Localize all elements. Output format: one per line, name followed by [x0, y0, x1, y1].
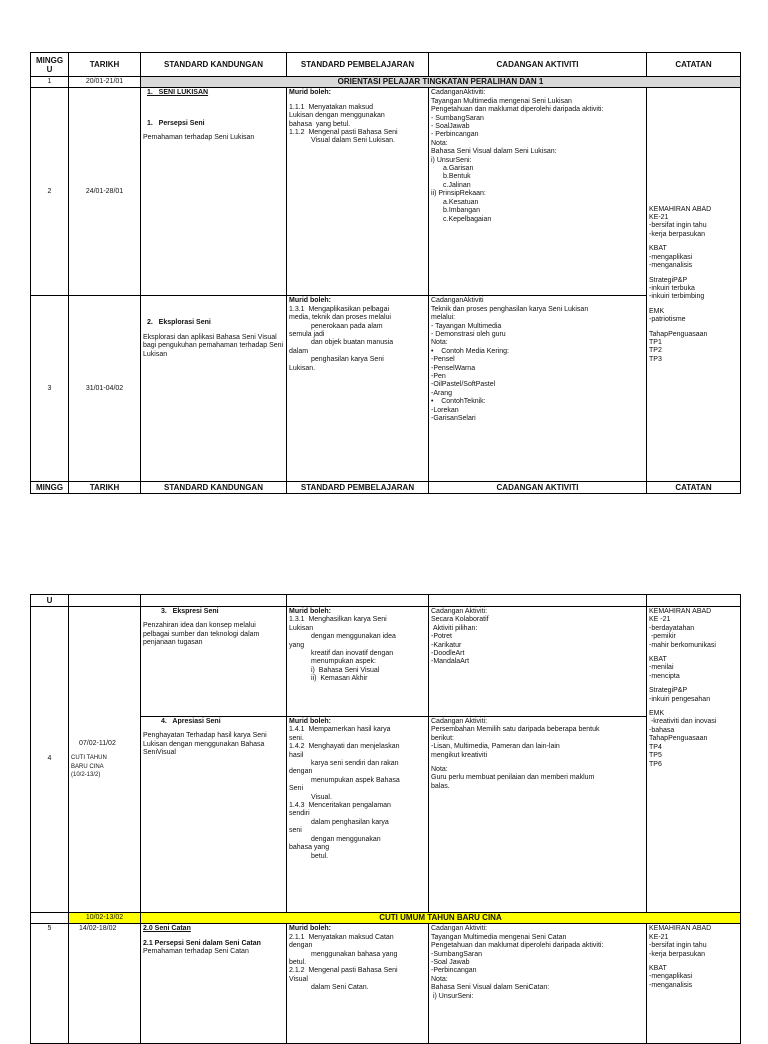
- catatan-line: -mengaplikasi: [649, 253, 693, 261]
- sp-line: 1.4.3 Menceritakan pengalaman: [289, 802, 391, 810]
- ca-line: -Lorekan: [431, 406, 459, 414]
- sp-line: sendiri: [289, 810, 310, 818]
- standard-kandungan-cell: [141, 607, 287, 717]
- ca-line: i) UnsurSeni:: [431, 156, 472, 164]
- sp-line: dengan: [289, 768, 313, 776]
- catatan-line: TP6: [649, 760, 662, 768]
- ca-line: -SumbangSaran: [431, 950, 482, 958]
- ca-line: -GarisanSelari: [431, 415, 476, 423]
- sp-line: seni.: [289, 734, 304, 742]
- sp-line: semula jadi: [289, 331, 325, 339]
- subtopic-desc: Pemahaman terhadap Seni Lukisan: [143, 134, 255, 142]
- catatan-line: -kerja berpasukan: [649, 230, 706, 238]
- catatan-line: KEMAHIRAN ABAD: [649, 608, 712, 615]
- rpt-table-page-2: [30, 594, 740, 1044]
- catatan-line: -inkuiri terbimbing: [649, 293, 705, 301]
- ca-line: Tayangan Multimedia mengenai Seni Lukisan: [431, 97, 572, 105]
- ca-line: melalui:: [431, 314, 456, 322]
- header-minggu-cont: U: [31, 595, 69, 607]
- catatan-line: -inkuiri pengesahan: [649, 695, 711, 703]
- week-3-row: [31, 296, 741, 482]
- catatan-line: StrategiP&P: [649, 687, 688, 695]
- topic-heading: 2.0 Seni Catan: [143, 925, 191, 933]
- ca-line: Bahasa Seni Visual dalam SeniCatan:: [431, 984, 550, 992]
- cadangan-aktiviti-cell: [429, 924, 647, 1044]
- sp-line: Murid boleh:: [289, 925, 331, 933]
- ca-line: - SoalJawab: [431, 123, 470, 131]
- ca-line: ii) PrinsipRekaan:: [431, 190, 486, 198]
- header-standard-kandungan: STANDARD KANDUNGAN: [141, 53, 287, 77]
- sp-line: kreatif dan inovatif dengan: [311, 650, 394, 658]
- catatan-line: EMK: [649, 710, 665, 718]
- sp-line: dengan: [289, 942, 313, 950]
- catatan-line: TP3: [649, 355, 662, 363]
- ca-line: c.Kepelbagaian: [443, 215, 492, 223]
- ca-line: - SumbangSaran: [431, 114, 484, 122]
- catatan-line: KBAT: [649, 656, 667, 664]
- ca-line: - Perbincangan: [431, 131, 479, 139]
- sp-line: Seni: [289, 785, 304, 793]
- ca-line: Aktiviti pilihan:: [431, 624, 478, 632]
- ca-line: -Soal Jawab: [431, 959, 470, 967]
- header-cadangan-aktiviti: CADANGAN AKTIVITI: [429, 53, 647, 77]
- continued-header-row: [31, 595, 741, 607]
- ca-line: -Pen: [431, 373, 446, 381]
- standard-pembelajaran-cell: [287, 607, 429, 717]
- ca-line: Guru perlu membuat penilaian dan memberi maklum: [431, 774, 595, 782]
- catatan-line: TP4: [649, 743, 662, 751]
- sp-line: Lukisan.: [289, 364, 316, 372]
- sp-line: menumpukan aspek:: [311, 658, 376, 666]
- ca-line: Tayangan Multimedia mengenai Seni Catan: [431, 933, 567, 941]
- ca-line: -Pensel: [431, 356, 455, 364]
- sp-line: 1.4.2 Menghayati dan menjelaskan: [289, 743, 400, 751]
- standard-pembelajaran-cell: [287, 88, 429, 296]
- ca-line: • Contoh Media Kering:: [431, 347, 509, 355]
- catatan-line: -bersifat ingin tahu: [649, 942, 707, 950]
- catatan-line: -kerja berpasukan: [649, 950, 706, 958]
- sp-line: Lukisan dengan menggunakan: [289, 112, 385, 120]
- ca-line: -Perbincangan: [431, 967, 477, 975]
- catatan-line: TP5: [649, 752, 662, 760]
- catatan-line: KE-21: [649, 933, 669, 941]
- subtopic-heading: 1. Persepsi Seni: [147, 119, 205, 127]
- week-date: 14/02-18/02: [69, 924, 141, 1044]
- catatan-line: TahapPenguasaan: [649, 735, 708, 743]
- sp-line: 1.3.1 Menghasilkan karya Seni: [289, 616, 387, 624]
- week-number: 4: [31, 607, 69, 913]
- week-number: 5: [31, 924, 69, 1044]
- catatan-line: TahapPenguasaan: [649, 330, 708, 338]
- standard-kandungan-cell: [141, 717, 287, 913]
- sp-line: dengan menggunakan idea: [311, 633, 396, 641]
- sp-line: 2.1.2 Mengenal pasti Bahasa Seni: [289, 967, 398, 975]
- week-5-row: [31, 924, 741, 1044]
- footer-catatan: CATATAN: [647, 482, 741, 494]
- header-catatan: CATATAN: [647, 53, 741, 77]
- ca-line: -DoodleArt: [431, 650, 465, 658]
- standard-pembelajaran-cell: [287, 296, 429, 482]
- rpt-table-2: [30, 594, 741, 1044]
- subtopic-heading: 4. Apresiasi Seni: [161, 718, 221, 725]
- ca-line: Nota:: [431, 766, 448, 774]
- sp-line: bahasa yang betul.: [289, 120, 351, 128]
- catatan-line: KEMAHIRAN ABAD: [649, 925, 712, 933]
- week-4-row-a: [31, 607, 741, 717]
- sp-line: ii) Kemasan Akhir: [311, 675, 368, 683]
- standard-pembelajaran-cell: [287, 717, 429, 913]
- subtopic-desc: Pemahaman terhadap Seni Catan: [143, 948, 249, 956]
- header-row: [31, 53, 741, 77]
- standard-kandungan-cell: [141, 924, 287, 1044]
- ca-line: -Potret: [431, 633, 453, 641]
- ca-line: b.Bentuk: [443, 173, 471, 181]
- cadangan-aktiviti-cell: [429, 607, 647, 717]
- holiday-note: CUTI TAHUN: [71, 755, 107, 762]
- cuti-row: [31, 913, 741, 924]
- footer-minggu: MINGG: [31, 482, 69, 494]
- ca-line: -MandalaArt: [431, 658, 470, 666]
- ca-line: Secara Kolaboratif: [431, 616, 489, 624]
- ca-line: a.Kesatuan: [443, 198, 479, 206]
- catatan-line: -mencipta: [649, 672, 680, 680]
- sp-line: 1.3.1 Mengaplikasikan pelbagai: [289, 305, 390, 313]
- catatan-cell: [647, 88, 741, 482]
- footer-header-row: [31, 482, 741, 494]
- catatan-line: -bahasa: [649, 726, 675, 734]
- sp-line: 1.1.1 Menyatakan maksud: [289, 103, 374, 111]
- sp-line: yang: [289, 641, 305, 649]
- catatan-cell: [647, 924, 741, 1044]
- ca-line: c.Jalinan: [443, 181, 471, 189]
- sp-line: menumpukan aspek Bahasa: [311, 776, 400, 784]
- holiday-note: (10/2-13/2): [71, 771, 101, 778]
- catatan-line: EMK: [649, 307, 665, 315]
- sp-line: i) Bahasa Seni Visual: [311, 666, 380, 674]
- cuti-week-blank: [31, 913, 69, 924]
- standard-kandungan-cell: [141, 296, 287, 482]
- ca-line: balas.: [431, 782, 450, 790]
- cuti-band: CUTI UMUM TAHUN BARU CINA: [141, 913, 741, 924]
- catatan-line: -menganalisis: [649, 981, 693, 989]
- rpt-table-1: [30, 52, 741, 494]
- topic-heading: 1. SENI LUKISAN: [147, 89, 209, 97]
- week-number: 2: [31, 88, 69, 296]
- catatan-cell: [647, 607, 741, 913]
- ca-line: Persembahan Memilih satu daripada beberapa bentuk: [431, 726, 600, 734]
- ca-line: Teknik dan proses penghasilan karya Seni Lukisan: [431, 305, 589, 313]
- week-date: 07/02-11/02: [79, 739, 116, 747]
- subtopic-heading: 3. Ekspresi Seni: [161, 608, 219, 615]
- subtopic-desc: Eksplorasi dan aplikasi Bahasa Seni Visual bagi pengukuhan pemahaman terhadap Seni Lukisan: [143, 333, 286, 358]
- subtopic-heading: 2.1 Persepsi Seni dalam Seni Catan: [143, 939, 261, 947]
- sp-line: dan objek buatan manusia: [311, 339, 394, 347]
- sp-line: dalam penghasilan karya: [311, 818, 389, 826]
- sp-line: Visual: [289, 975, 308, 983]
- cuti-date: 10/02-13/02: [69, 913, 141, 924]
- sp-line: bahasa yang: [289, 844, 330, 852]
- ca-line: -Arang: [431, 389, 453, 397]
- catatan-line: -bersifat ingin tahu: [649, 222, 707, 230]
- rpt-table-page-1: [30, 52, 740, 494]
- footer-tarikh: TARIKH: [69, 482, 141, 494]
- sp-line: betul.: [311, 852, 329, 860]
- sp-line: penghasilan karya Seni: [311, 356, 384, 364]
- catatan-line: -menganalisis: [649, 262, 693, 270]
- catatan-line: StrategiP&P: [649, 276, 688, 284]
- sp-line: menggunakan bahasa yang: [311, 950, 398, 958]
- catatan-line: KBAT: [649, 965, 667, 973]
- ca-line: b.Imbangan: [443, 207, 480, 215]
- week-number: 3: [31, 296, 69, 482]
- cadangan-aktiviti-cell: [429, 717, 647, 913]
- catatan-line: -mahir berkomunikasi: [649, 641, 716, 649]
- ca-line: Pengetahuan dan maklumat diperolehi daripada aktiviti:: [431, 942, 604, 950]
- sp-line: seni: [289, 827, 302, 835]
- sp-line: hasil: [289, 751, 304, 759]
- sp-line: Murid boleh:: [289, 608, 331, 615]
- sp-line: betul.: [289, 959, 307, 967]
- catatan-line: -pemikir: [649, 633, 676, 641]
- sp-line: dengan menggunakan: [311, 835, 381, 843]
- ca-line: mengikut kreativiti: [431, 751, 488, 759]
- week-date: 20/01-21/01: [69, 77, 141, 88]
- catatan-line: KBAT: [649, 245, 667, 253]
- standard-pembelajaran-cell: [287, 924, 429, 1044]
- week-date-cell: [69, 607, 141, 913]
- ca-line: CadanganAktiviti: [431, 297, 484, 305]
- sp-line: 1.1.2 Mengenal pasti Bahasa Seni: [289, 129, 398, 137]
- ca-line: berikut:: [431, 734, 454, 742]
- ca-line: -PenselWarna: [431, 364, 476, 372]
- week-2-row: [31, 88, 741, 296]
- catatan-line: KE-21: [649, 214, 669, 222]
- catatan-line: -inkuiri terbuka: [649, 284, 695, 292]
- footer-cadangan-aktiviti: CADANGAN AKTIVITI: [429, 482, 647, 494]
- sp-line: dalam: [289, 347, 309, 355]
- sp-line: Visual dalam Seni Lukisan.: [311, 137, 395, 145]
- sp-line: media, teknik dan proses melalui: [289, 314, 391, 322]
- ca-line: Nota:: [431, 975, 448, 983]
- catatan-line: KE -21: [649, 616, 671, 624]
- footer-standard-kandungan: STANDARD KANDUNGAN: [141, 482, 287, 494]
- footer-standard-pembelajaran: STANDARD PEMBELAJARAN: [287, 482, 429, 494]
- subtopic-desc: Penzahiran idea dan konsep melalui pelbagai sumber dan teknologi dalam penjanaan tugasan: [143, 622, 262, 647]
- catatan-line: TP1: [649, 338, 662, 346]
- catatan-line: -kreativiti dan inovasi: [649, 718, 717, 726]
- catatan-line: -menilai: [649, 664, 674, 672]
- ca-line: CadanganAktiviti:: [431, 89, 486, 97]
- catatan-line: KEMAHIRAN ABAD: [649, 205, 712, 213]
- sp-line: dalam Seni Catan.: [311, 984, 369, 992]
- ca-line: Cadangan Aktiviti:: [431, 608, 488, 615]
- cadangan-aktiviti-cell: [429, 296, 647, 482]
- catatan-line: -mengaplikasi: [649, 973, 693, 981]
- catatan-line: TP2: [649, 347, 662, 355]
- week-number: 1: [31, 77, 69, 88]
- sp-line: Murid boleh:: [289, 718, 331, 725]
- header-tarikh: TARIKH: [69, 53, 141, 77]
- cadangan-aktiviti-cell: [429, 88, 647, 296]
- ca-line: Pengetahuan dan maklumat diperolehi daripada aktiviti:: [431, 106, 604, 114]
- subtopic-heading: 2. Eksplorasi Seni: [147, 319, 211, 327]
- ca-line: Cadangan Aktiviti:: [431, 925, 488, 933]
- header-standard-pembelajaran: STANDARD PEMBELAJARAN: [287, 53, 429, 77]
- orientation-band: ORIENTASI PELAJAR TINGKATAN PERALIHAN DAN 1: [141, 77, 741, 88]
- sp-line: Murid boleh:: [289, 89, 331, 97]
- sp-line: 1.4.1 Mempamerkan hasil karya: [289, 726, 391, 734]
- sp-line: Visual.: [311, 793, 332, 801]
- ca-line: Nota:: [431, 339, 448, 347]
- sp-line: penerokaan pada alam: [311, 322, 383, 330]
- holiday-note: BARU CINA: [71, 763, 104, 770]
- ca-line: i) UnsurSeni:: [431, 992, 474, 1000]
- header-minggu: MINGG U: [31, 53, 69, 77]
- ca-line: -Karikatur: [431, 641, 462, 649]
- standard-kandungan-cell: [141, 88, 287, 296]
- ca-line: • ContohTeknik:: [431, 398, 486, 406]
- subtopic-desc: Penghayatan Terhadap hasil karya Seni Lukisan dengan menggunakan Bahasa SeniVisual: [143, 732, 269, 757]
- ca-line: a.Garisan: [443, 165, 474, 173]
- week-date: 31/01-04/02: [69, 296, 141, 482]
- ca-line: - Tayangan Multimedia: [431, 322, 502, 330]
- sp-line: Murid boleh:: [289, 297, 331, 305]
- sp-line: karya seni sendiri dan rakan: [311, 760, 399, 768]
- ca-line: -Lisan, Multimedia, Pameran dan lain-lain: [431, 743, 560, 751]
- ca-line: - Demonstrasi oleh guru: [431, 331, 506, 339]
- ca-line: -OilPastel/SoftPastel: [431, 381, 496, 389]
- week-date: 24/01-28/01: [69, 88, 141, 296]
- catatan-line: -patriotisme: [649, 316, 686, 324]
- ca-line: Nota:: [431, 139, 448, 147]
- sp-line: 2.1.1 Menyatakan maksud Catan: [289, 933, 394, 941]
- ca-line: Cadangan Aktiviti:: [431, 718, 488, 725]
- catatan-line: -berdayatahan: [649, 624, 695, 632]
- ca-line: Bahasa Seni Visual dalam Seni Lukisan:: [431, 148, 557, 156]
- week-1-row: [31, 77, 741, 88]
- sp-line: Lukisan: [289, 624, 314, 632]
